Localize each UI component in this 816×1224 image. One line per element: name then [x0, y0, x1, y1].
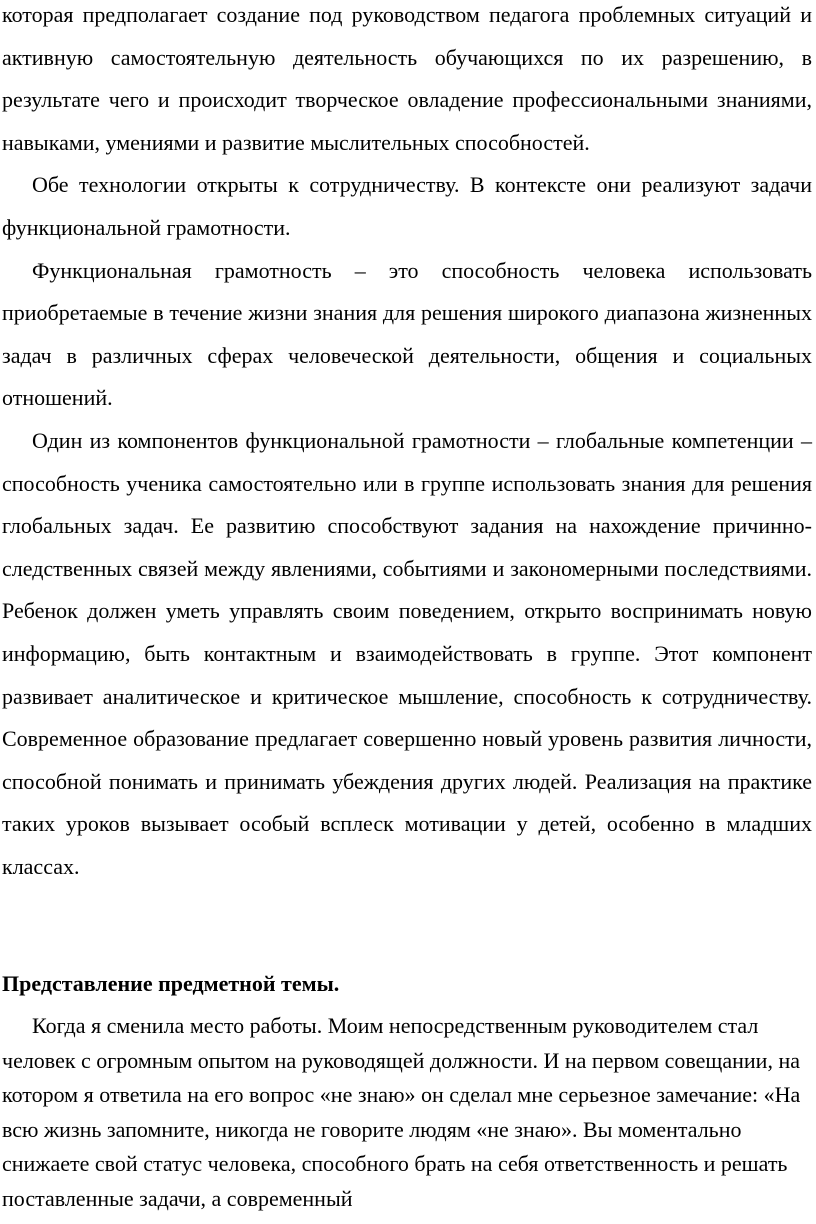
paragraph-continuation: которая предполагает создание под руководством педагога проблемных ситуаций и активную самостоятельную деятельность обучающихся по их разрешению, в результате чего и происходит творческое овладение профессиональными знаниями, навыками, умениями и развитие мыслительных способностей. — [2, 2, 812, 155]
paragraph-functional-literacy: Функциональная грамотность – это способность человека использовать приобретаемые в течение жизни знания для решения широкого диапазона жизненных задач в различных сферах человеческой деятельности, общения и социальных отношений. — [2, 257, 812, 411]
paragraph-technologies: Обе технологии открыты к сотрудничеству. В контексте они реализуют задачи функциональной грамотности. — [2, 172, 812, 240]
section-heading: Представление предметной темы. — [2, 971, 340, 996]
body-text — [2, 0, 812, 888]
paragraph-global-competencies: Один из компонентов функциональной грамотности – глобальные компетенции – способность ученика самостоятельно или в группе использовать знания для решения глобальных задач. Ее развитию способствуют задания на нахождение причинно-следственных связей между явлениями, событиями и закономерными последствиями. Ребенок должен уметь управлять своим поведением, открыто воспринимать новую информацию, быть контактным и взаимодействовать в группе. Этот компонент развивает аналитическое и критическое мышление, способность к сотрудничеству. Современное образование предлагает совершенно новый уровень развития личности, способной понимать и принимать убеждения других людей. Реализация на практике таких уроков вызывает особый всплеск мотивации у детей, особенно в младших классах. — [2, 427, 812, 879]
section-paragraph: Когда я сменила место работы. Моим непосредственным руководителем стал человек с огромным опытом на руководящей должности. И на первом совещании, на котором я ответила на его вопрос «не знаю» он сделал мне серьезное замечание: «На всю жизнь запомните, никогда не говорите людям «не знаю». Вы моментально снижаете свой статус человека, способного брать на себя ответственность и решать поставленные задачи, а современный — [2, 1013, 801, 1211]
